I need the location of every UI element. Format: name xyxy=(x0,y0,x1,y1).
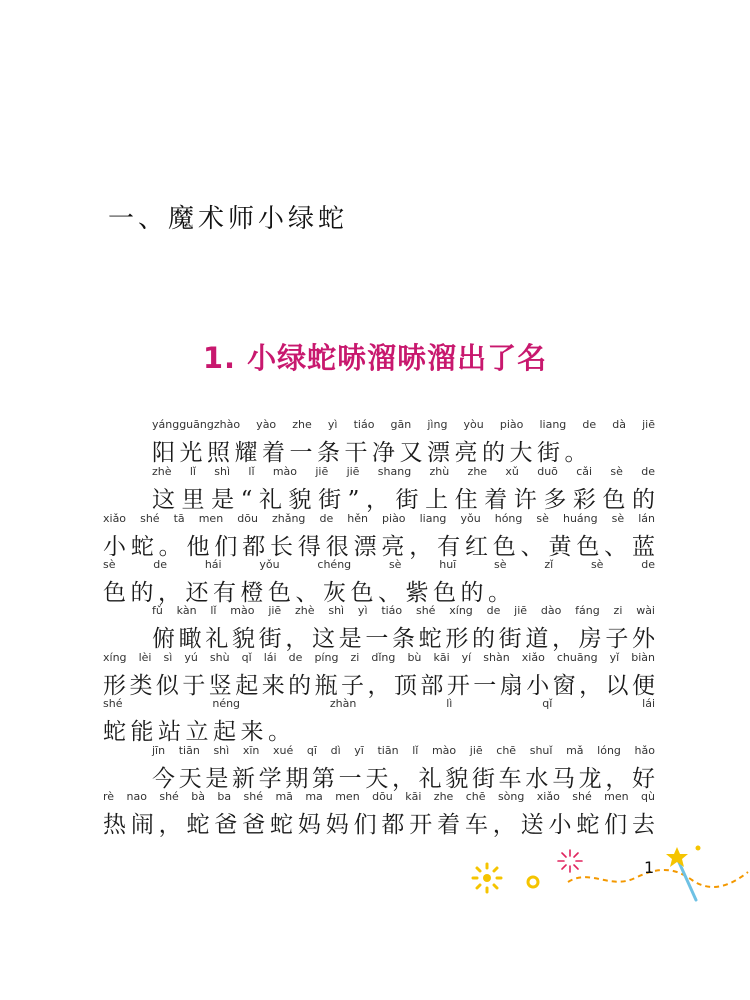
pinyin-line xyxy=(103,697,655,713)
text-line xyxy=(152,760,655,790)
text-content: 蛇能站立起来。 xyxy=(103,719,296,745)
sparkle-icon xyxy=(558,850,582,872)
pinyin-line xyxy=(103,512,655,528)
text-content: 色的，还有橙色、灰色、紫色的。 xyxy=(103,580,516,606)
text-content: 这里是“礼貌街”，街上住着许多彩色的 xyxy=(152,487,655,513)
footer-decoration xyxy=(460,838,750,908)
text-line xyxy=(103,713,655,743)
section-title: 1. 小绿蛇哧溜哧溜出了名 xyxy=(202,341,548,375)
pinyin-text: sè de hái yǒu chéng sè huī sè zǐ sè de xyxy=(103,558,655,571)
pinyin-line xyxy=(152,465,655,481)
text-line xyxy=(103,528,655,558)
pinyin-text: xíng lèi sì yú shù qǐ lái de píng zi dǐng bù kāi yí shàn xiǎo chuāng yǐ biàn xyxy=(103,651,655,664)
text-line xyxy=(152,434,655,464)
pinyin-text: yángguāngzhào yào zhe yì tiáo gān jìng yòu piào liang de dà jiē xyxy=(152,418,655,431)
pinyin-text: xiǎo shé tā men dōu zhǎng de hěn piào liang yǒu hóng sè huáng sè lán xyxy=(103,512,655,525)
pinyin-line xyxy=(103,790,655,806)
pinyin-text: fǔ kàn lǐ mào jiē zhè shì yì tiáo shé xíng de jiē dào fáng zi wài xyxy=(152,604,655,617)
text-line xyxy=(103,806,655,836)
text-line xyxy=(103,667,655,697)
pinyin-line xyxy=(152,418,655,434)
pinyin-text: jīn tiān shì xīn xué qī dì yī tiān lǐ mào jiē chē shuǐ mǎ lóng hǎo xyxy=(152,744,655,757)
text-line xyxy=(152,481,655,511)
text-content: 阳光照耀着一条干净又漂亮的大街。 xyxy=(152,440,592,466)
text-content: 热闹，蛇爸爸蛇妈妈们都开着车，送小蛇们去 xyxy=(103,812,655,838)
text-line xyxy=(152,620,655,650)
star-icon xyxy=(666,847,688,867)
pinyin-line xyxy=(103,651,655,667)
text-content: 小蛇。他们都长得很漂亮，有红色、黄色、蓝 xyxy=(103,534,655,560)
pinyin-text: zhè lǐ shì lǐ mào jiē jiē shang zhù zhe xǔ duō cǎi sè de xyxy=(152,465,655,478)
pinyin-line xyxy=(152,604,655,620)
pinyin-text: shé néng zhàn lì qǐ lái xyxy=(103,697,655,710)
pinyin-line xyxy=(152,744,655,760)
text-line xyxy=(103,574,655,604)
pinyin-line xyxy=(103,558,655,574)
text-content: 今天是新学期第一天，礼貌街车水马龙，好 xyxy=(152,766,655,792)
chapter-title: 一、魔术师小绿蛇 xyxy=(108,204,349,234)
ring-icon xyxy=(528,877,538,887)
sun-flower-icon xyxy=(473,864,501,892)
page-number: 1 xyxy=(644,858,655,877)
text-content: 俯瞰礼貌街，这是一条蛇形的街道，房子外 xyxy=(152,626,655,652)
pinyin-text: rè nao shé bà ba shé mā ma men dōu kāi zhe chē sòng xiǎo shé men qù xyxy=(103,790,655,803)
wavy-trail xyxy=(568,870,748,887)
text-content: 形类似于竖起来的瓶子，顶部开一扇小窗，以便 xyxy=(103,673,655,699)
